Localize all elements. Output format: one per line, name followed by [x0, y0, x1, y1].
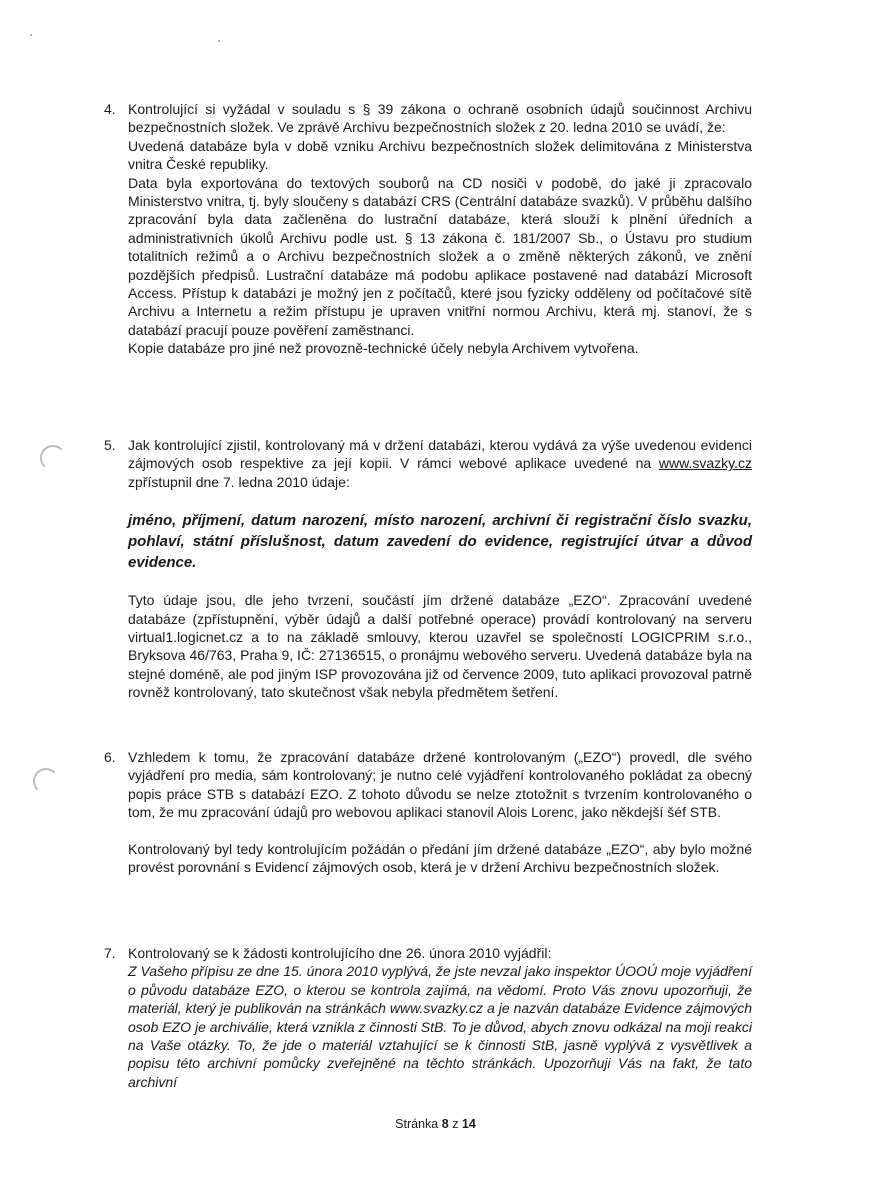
text: zpřístupnil dne 7. ledna 2010 údaje: [128, 473, 350, 490]
total-pages: 14 [461, 1117, 476, 1131]
paragraph: Tyto údaje jsou, dle jeho tvrzení, součástí jím držené databáze „EZO“. Zpracování uvedené databáze (zpřístupnění, výběr údajů a další potřebné operace) provádí kontrolovaný na serveru virtual1.logicnet.cz a to na základě smlouvy, kterou uzavřel se společností LOGICPRIM s.r.o., Bryksova 46/763, Praha 9, IČ: 27136515, o pronájmu webového serveru. Uvedená databáze byla na stejné doméně, ale pod jiným ISP provozována již od července 2009, tuto aplikaci provozoval patrně rovněž kontrolovaný, tato skutečnost však nebyla předmětem šetření. [128, 592, 752, 701]
item-number: 7. [104, 945, 116, 961]
item-number: 5. [104, 437, 116, 453]
section-item-6 [104, 748, 752, 876]
scan-speck [218, 40, 220, 42]
website-link[interactable]: www.svazky.cz [658, 455, 752, 472]
current-page: 8 [441, 1117, 449, 1131]
punch-hole-mark [40, 445, 66, 471]
footer-label: Stránka [395, 1117, 439, 1131]
section-item-4 [104, 100, 752, 358]
item-number: 4. [104, 101, 116, 117]
bold-italic-list: jméno, příjmení, datum narození, místo narození, archivní či registrační číslo svazku, pohlaví, státní příslušnost, datum zavedení do evidence, registrující útvar a důvod evidence. [128, 512, 752, 572]
paragraph [128, 436, 752, 491]
item-number: 6. [104, 749, 116, 765]
scan-speck [30, 34, 32, 36]
italic-quote: Z Vašeho přípisu ze dne 15. února 2010 vyplývá, že jste nevzal jako inspektor ÚOOÚ moje vyjádření o původu databáze EZO, o kterou se kontrola zajímá, na vědomí. Proto Vás znovu upozorňuji, že materiál, který je publikován na stránkách www.svazky.cz a je nazván databáze Evidence zájmových osob EZO je archiválie, která vznikla z činnosti StB. To je důvod, abych znovu odkázal na moji reakci na Vaše otázky. To, že jde o materiál vztahující se k činnosti StB, jasně vyplývá z vysvětlivek a popisu této archivní pomůcky zveřejněné na těchto stránkách. Upozorňuji Vás na fakt, že tato archivní [128, 963, 752, 1090]
section-item-7 [104, 944, 752, 1091]
punch-hole-mark [33, 768, 59, 794]
paragraph: Kontrolující si vyžádal v souladu s § 39 zákona o ochraně osobních údajů součinnost Archivu bezpečnostních složek. Ve zprávě Archivu bezpečnostních složek z 20. ledna 2010 se uvádí, že: [128, 101, 752, 136]
paragraph: Kopie databáze pro jiné než provozně-technické účely nebyla Archivem vytvořena. [128, 340, 639, 357]
paragraph: Kontrolovaný se k žádosti kontrolujícího dne 26. února 2010 vyjádřil: [128, 945, 552, 961]
paragraph: Kontrolovaný byl tedy kontrolujícím požádán o předání jím držené databáze „EZO“, aby bylo možné provést porovnání s Evidencí zájmových osob, která je v držení Archivu bezpečnostních složek. [128, 840, 752, 876]
text: Jak kontrolující zjistil, kontrolovaný má v držení databázi, kterou vydává za výše uvedenou evidenci zájmových osob respektive za její kopii. V rámci webové aplikace uvedené na [128, 437, 752, 472]
paragraph: Vzhledem k tomu, že zpracování databáze držené kontrolovaným („EZO“) provedl, dle svého vyjádření pro media, sám kontrolovaný; je nutno celé vyjádření kontrolovaného pokládat za obecný popis práce STB s databází EZO. Z tohoto důvodu se nelze ztotožnit s tvrzením kontrolovaného o tom, že mu zpracování údajů pro webovou aplikaci stanovil Alois Lorenc, jako někdejší šéf STB. [128, 749, 752, 821]
footer-separator: z [452, 1117, 459, 1131]
section-item-5 [104, 436, 752, 702]
page-footer [0, 1117, 871, 1131]
paragraph: Uvedená databáze byla v době vzniku Archivu bezpečnostních složek delimitována z Ministerstva vnitra České republiky. [128, 137, 752, 173]
paragraph: Data byla exportována do textových souborů na CD nosiči v podobě, do jaké ji zpracovalo Ministerstvo vnitra, tj. byly sloučeny s databází CRS (Centrální databáze svazků). V průběhu dalšího zpracování byla data začleněna do lustrační databáze, která slouží k plnění úředních a administrativních úkolů Archivu podle ust. § 13 zákona č. 181/2007 Sb., o Ústavu pro studium totalitních režimů a o Archivu bezpečnostních složek a o změně některých zákonů, ve znění pozdějších předpisů. Lustrační databáze má podobu aplikace postavené nad databází Microsoft Access. Přístup k databázi je možný jen z počítačů, které jsou fyzicky odděleny od počítačové sítě Archivu a Internetu a režim přístupu je upraven vnitřní normou Archivu, která mj. stanoví, že s databází pracují pouze pověření zaměstnanci. [128, 174, 752, 338]
